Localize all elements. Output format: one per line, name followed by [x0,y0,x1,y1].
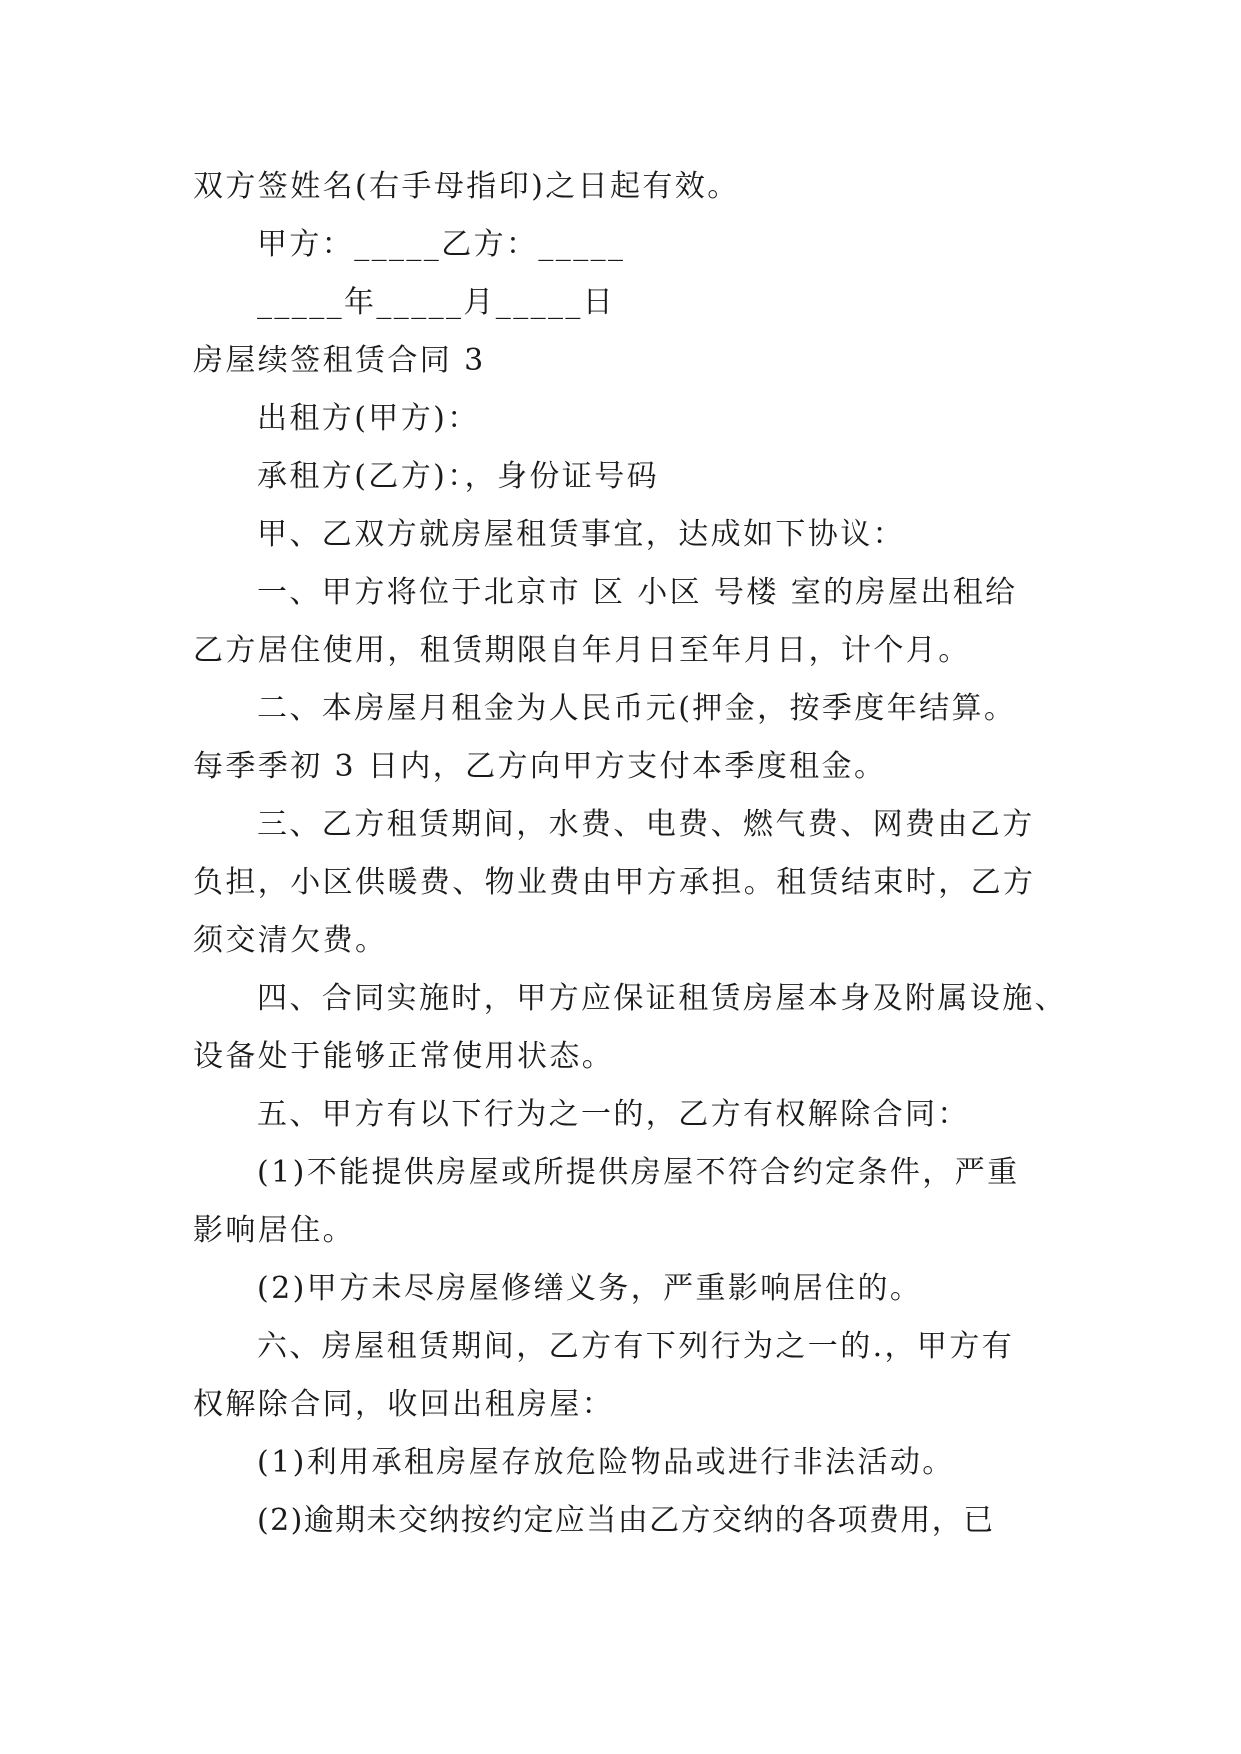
signature-date-line: _____年_____月_____日 [257,285,616,320]
clause-6-line-2: 权解除合同，收回出租房屋： [193,1387,615,1422]
clause-4-line-2: 设备处于能够正常使用状态。 [193,1039,615,1074]
clause-3-line-3: 须交清欠费。 [193,923,388,958]
clause-1-line-1: 一、甲方将位于北京市 区 小区 号楼 室的房屋出租给 [257,575,1018,610]
clause-3-line-1: 三、乙方租赁期间，水费、电费、燃气费、网费由乙方 [257,807,1035,842]
clause-2-line-1: 二、本房屋月租金为人民币元(押金，按季度年结算。 [257,691,1017,726]
paragraph-line: 双方签姓名(右手母指印)之日起有效。 [193,169,740,204]
agreement-intro: 甲、乙双方就房屋租赁事宜，达成如下协议： [257,517,905,552]
lessee-line: 承租方(乙方)：，身份证号码 [257,459,660,494]
clause-5-item-1-line-2: 影响居住。 [193,1213,355,1248]
signature-party-line: 甲方：_____乙方：_____ [257,227,626,262]
contract-title: 房屋续签租赁合同 3 [193,343,486,378]
clause-6-item-2: (2)逾期未交纳按约定应当由乙方交纳的各项费用，已 [257,1503,995,1538]
clause-2-line-2: 每季季初 3 日内，乙方向甲方支付本季度租金。 [193,749,887,784]
clause-5-item-1-line-1: (1)不能提供房屋或所提供房屋不符合约定条件，严重 [257,1155,1020,1190]
clause-4-line-1: 四、合同实施时，甲方应保证租赁房屋本身及附属设施、 [257,981,1067,1016]
document-body [193,158,1067,1550]
clause-6-item-1: (1)利用承租房屋存放危险物品或进行非法活动。 [257,1445,955,1480]
clause-3-line-2: 负担，小区供暖费、物业费由甲方承担。租赁结束时，乙方 [193,865,1036,900]
lessor-line: 出租方(甲方)： [257,401,480,436]
clause-6-line-1: 六、房屋租赁期间，乙方有下列行为之一的.，甲方有 [257,1329,1015,1364]
clause-5-heading: 五、甲方有以下行为之一的，乙方有权解除合同： [257,1097,970,1132]
clause-5-item-2: (2)甲方未尽房屋修缮义务，严重影响居住的。 [257,1271,923,1306]
clause-1-line-2: 乙方居住使用，租赁期限自年月日至年月日，计个月。 [193,633,971,668]
